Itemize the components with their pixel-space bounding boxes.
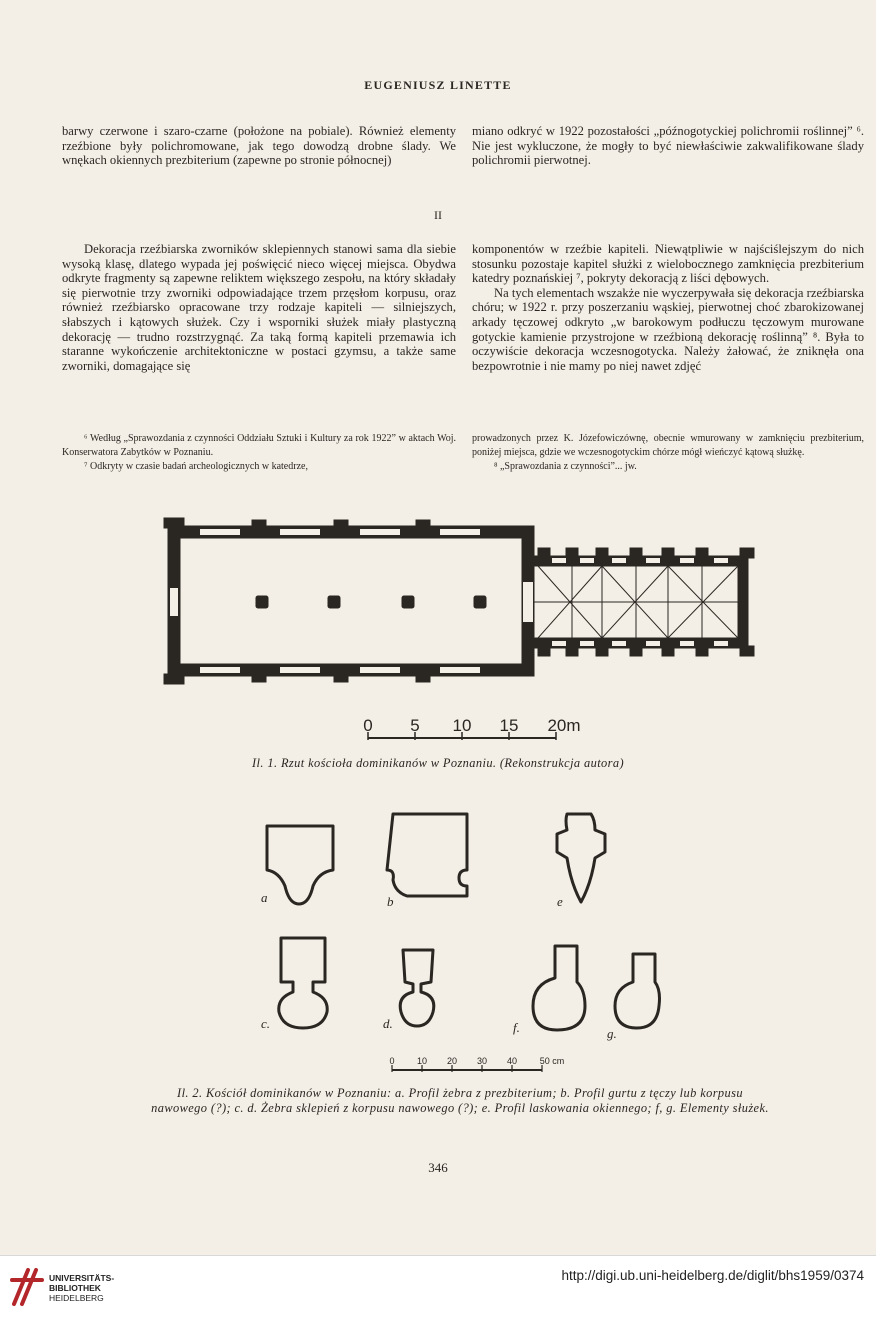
profile-label: a	[261, 890, 268, 905]
footnote-8: ⁸ „Sprawozdania z czynności”... jw.	[494, 461, 637, 472]
scale-label: 0	[389, 1056, 395, 1066]
scale-label: 20	[446, 1056, 458, 1066]
profile-a	[267, 826, 333, 904]
plan-scale-bar	[360, 714, 590, 744]
paragraph: Na tych elementach wszakże nie wyczerpywała się dekoracja rzeźbiarska chóru; w 1922 r. przy poszerzaniu wąskiej, pierwotnej choć zbarokizowanej arkady tęczowej odkryto „w barokowym podłuczu tęczowym murowane gotyckie kamienie przystrojone w rzeźbioną dekorację roślinną” ⁸. Była to oczywiście dekoracja wczesnogotycka. Należy żałować, że zniknęła ona bezpowrotnie i nie mamy po niej nawet zdjęć	[472, 285, 864, 373]
profile-label: e	[557, 894, 563, 909]
figure-caption-2: Il. 2. Kościół dominikanów w Poznaniu: a. Profil żebra z prezbiterium; b. Profil gurtu z tęczy lub korpusu nawowego (?); c. d. Żebra sklepień z korpusu nawowego (?); e. Profil laskowania okiennego; f, g. Elementy służek.	[151, 1086, 769, 1115]
scale-label: 5	[410, 716, 420, 735]
paragraph: barwy czerwone i szaro-czarne (położone na pobiale). Również elementy rzeźbione były polichromowane, jak tego dowodzą drobne ślady. We wnękach okiennych prezbiterium (zapewne po stronie północnej)	[62, 124, 456, 168]
running-header: EUGENIUSZ LINETTE	[364, 78, 512, 92]
footnotes-right	[472, 432, 864, 474]
library-logo-text	[49, 1273, 114, 1303]
text-column-top-right	[472, 124, 864, 168]
library-logo-icon	[8, 1264, 46, 1310]
profile-g	[615, 954, 660, 1028]
logo-line: HEIDELBERG	[49, 1293, 104, 1303]
footnote-7: ⁷ Odkryty w czasie badań archeologicznych w katedrze,	[84, 461, 308, 472]
footnotes-left	[62, 432, 456, 474]
profile-d	[400, 950, 434, 1026]
profile-label: f.	[513, 1020, 520, 1035]
profile-c	[279, 938, 327, 1028]
figure-caption-1: Il. 1. Rzut kościoła dominikanów w Poznaniu. (Rekonstrukcja autora)	[252, 756, 624, 770]
paragraph: miano odkryć w 1922 pozostałości „późnogotyckiej polichromii roślinnej” ⁶. Nie jest wykluczone, że mogły to być niewłaściwie zakwalifikowane ślady polichromii pierwotnej.	[472, 124, 864, 168]
footnote-7-continued: prowadzonych przez K. Józefowiczównę, obecnie wmurowany w zamknięciu prezbiterium, poniżej miejsca, gdzie we wczesnogotyckim chórze mógł wieńczyć kątową służkę.	[472, 433, 864, 458]
scale-label: 10	[416, 1056, 428, 1066]
scale-label: 30	[476, 1056, 488, 1066]
paragraph: Dekoracja rzeźbiarska zworników sklepiennych stanowi sama dla siebie wysoką klasę, dlatego wypada jej poświęcić nieco więcej miejsca. Obydwa odkryte fragmenty są zapewne reliktem większego zespołu, na który składały się pierwotnie trzy zworniki odpowiadające trzem przęsłom korpusu, oraz również rzeźbiarsko opracowane trzy rodzaje kapiteli — silniejszych, słabszych i kątowych służek. Czy i wsporniki służek miały plastyczną dekorację — trudno rozstrzygnąć. Za taką formą kapiteli przemawia ich staranne wykończenie architektoniczne w postaci gzymsu, a także same zworniki, domagające się	[62, 242, 456, 373]
profile-e	[557, 814, 605, 902]
footnote-6: ⁶ Według „Sprawozdania z czynności Oddziału Sztuki i Kultury za rok 1922” w aktach Woj. Konserwatora Zabytków w Poznaniu.	[62, 433, 456, 458]
scale-label: 15	[499, 716, 519, 735]
profile-label: b	[387, 894, 394, 909]
paragraph: komponentów w rzeźbie kapiteli. Niewątpliwie w najściślejszym do nich stosunku pozostaje kapitel służki z wielobocznego zamknięcia prezbiterium katedry poznańskiej ⁷, pokryty dekoracją z liści dębowych.	[472, 242, 864, 286]
profile-f	[533, 946, 585, 1030]
profile-label: g.	[607, 1026, 617, 1041]
scale-label: 40	[506, 1056, 518, 1066]
text-column-main-right	[472, 242, 864, 373]
profile-scale-bar	[386, 1052, 576, 1076]
text-column-top-left	[62, 124, 456, 168]
scale-label: 20m	[547, 716, 581, 735]
profile-b	[387, 814, 467, 896]
logo-line: BIBLIOTHEK	[49, 1283, 101, 1293]
scale-label: 50 cm	[539, 1056, 565, 1066]
scale-label: 10	[452, 716, 472, 735]
scale-label: 0	[363, 716, 373, 735]
rib-profiles-figure	[255, 806, 675, 1044]
viewer-footer	[0, 1255, 876, 1320]
page-number: 346	[428, 1160, 448, 1175]
section-number: II	[434, 208, 442, 222]
text-column-main-left	[62, 242, 456, 373]
logo-line: UNIVERSITÄTS-	[49, 1273, 115, 1283]
church-floor-plan	[160, 512, 766, 692]
profile-label: c.	[261, 1016, 271, 1031]
permalink-url[interactable]: http://digi.ub.uni-heidelberg.de/diglit/bhs1959/0374	[561, 1268, 864, 1283]
profile-label: d.	[383, 1016, 393, 1031]
